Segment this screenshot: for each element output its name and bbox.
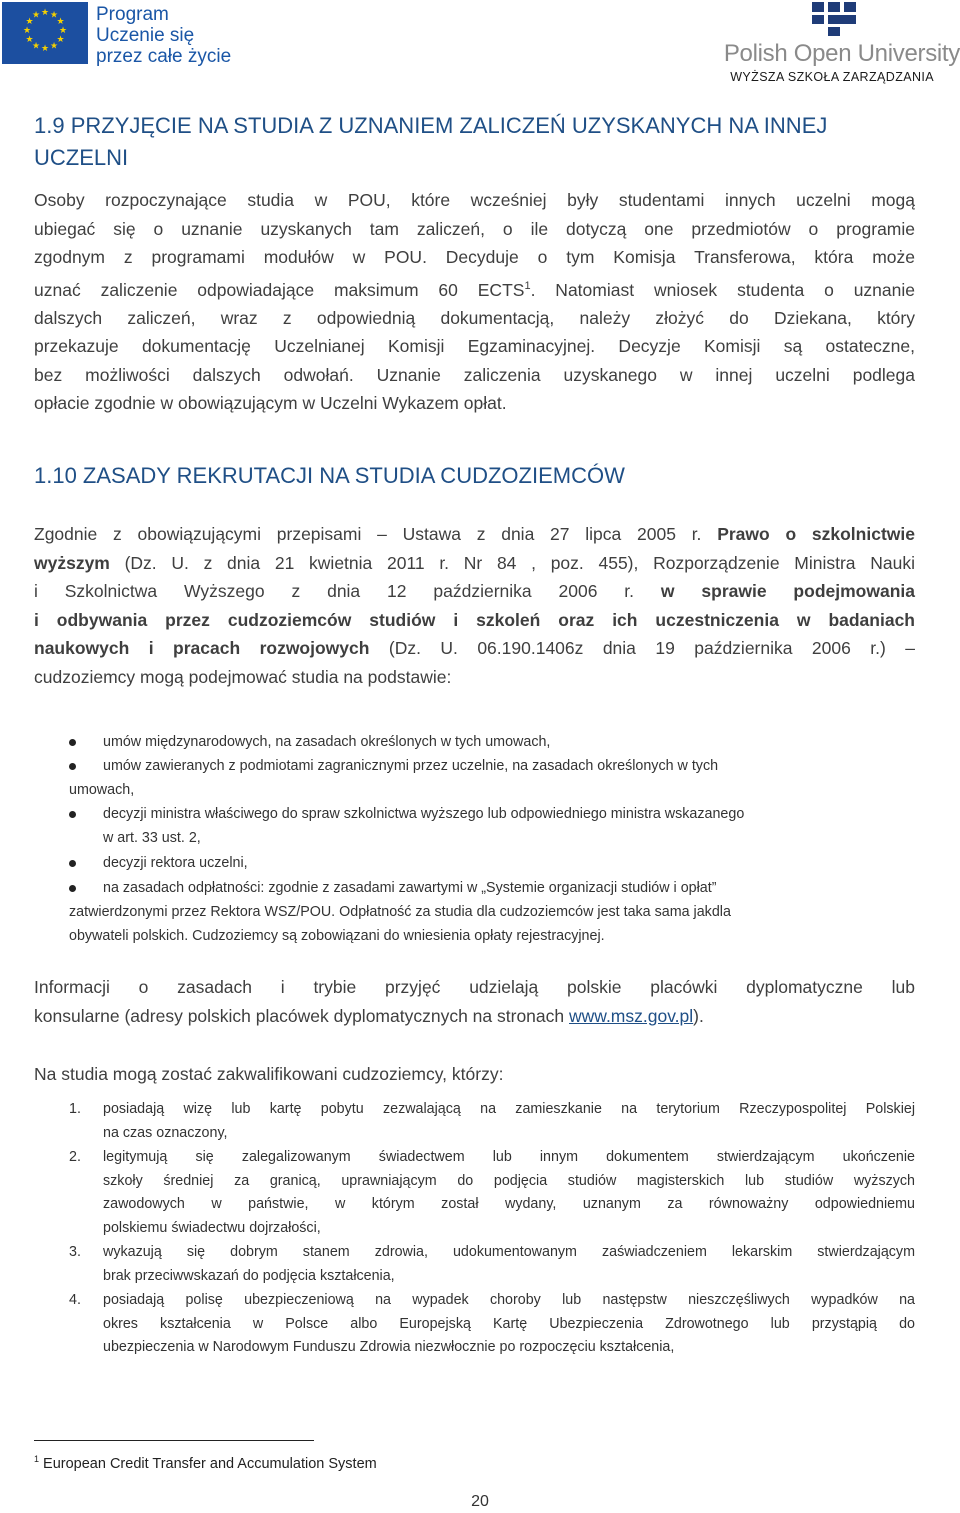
text-line: posiadają polisę ubezpieczeniową na wypadek choroby lub następstw nieszczęśliwych wypadków na: [103, 1292, 915, 1308]
university-subtitle: WYŻSZA SZKOŁA ZARZĄDZANIA: [730, 70, 934, 84]
numbered-item: [103, 1098, 915, 1145]
text-line: [34, 520, 915, 549]
bullet-icon: [69, 763, 76, 770]
regulation-text: i Szkolnictwa Wyższego z dnia 12 października 2006 r.: [34, 581, 635, 601]
text-line: okres kształcenia w Polsce albo Europejską Kartę Ubezpieczenia Zdrowotnego lub przystąpią do: [103, 1315, 915, 1332]
regulation-title: i odbywania przez cudzoziemców studiów i szkoleń oraz ich uczestniczenia w badaniach: [34, 609, 915, 630]
text-line: bez możliwości dalszych odwołań. Uznanie zaliczenia uzyskanego w innej uczelni podlega: [34, 364, 915, 385]
text-line: przekazuje dokumentację Uczelnianej Komisji Egzaminacyjnej. Decyzje Komisji są ostateczne,: [34, 336, 915, 357]
svg-text:★: ★: [40, 44, 50, 54]
bullet-item: decyzji ministra właściwego do spraw szkolnictwa wyższego lub odpowiedniego ministra wskazanego: [103, 806, 745, 822]
svg-text:★: ★: [40, 8, 50, 18]
text-line: [34, 1002, 915, 1031]
text-line: wykazują się dobrym stanem zdrowia, udokumentowanym zaświadczeniem lekarskim stwierdzającym: [103, 1244, 915, 1260]
regulation-title: naukowych i pracach rozwojowych: [34, 638, 370, 658]
page-number: 20: [471, 1493, 489, 1510]
bullet-icon: [69, 885, 76, 892]
svg-text:★: ★: [25, 35, 34, 45]
svg-text:★: ★: [49, 41, 59, 52]
numbered-item: [103, 1146, 915, 1240]
bullet-item: umów międzynarodowych, na zasadach określonych w tych umowach,: [103, 734, 551, 750]
section-heading-1-10: 1.10 ZASADY REKRUTACJI NA STUDIA CUDZOZIEMCÓW: [34, 463, 625, 488]
info-text: konsularne (adresy polskich placówek dyplomatycznych na stronach: [34, 1005, 569, 1026]
text-line: zawodowych w państwie, w którym został wydany, uznanym za równoważny odpowiedniemu: [103, 1196, 915, 1212]
list-number: 1.: [69, 1101, 81, 1117]
text-line: ubiegać się o uznanie uzyskanych tam zaliczeń, o ile dotyczą one przedmiotów o programie: [34, 218, 915, 239]
svg-text:★: ★: [25, 17, 34, 27]
footnote: [34, 1449, 377, 1474]
regulation-text: (Dz. U. 06.190.1406z dnia 19 października 2006 r.) –: [388, 638, 915, 658]
text-line: szkoły średniej za granicą, uprawniającym do podjęcia studiów magisterskich lub studiów wyższych: [103, 1172, 915, 1189]
svg-text:★: ★: [31, 10, 41, 21]
bullet-item-continuation: umowach,: [69, 782, 135, 798]
paragraph-regulations: [34, 520, 915, 691]
heading-line-1: 1.9 PRZYJĘCIE NA STUDIA Z UZNANIEM ZALICZEŃ UZYSKANYCH NA INNEJ: [34, 113, 828, 138]
svg-text:★: ★: [56, 35, 65, 45]
text-line: Informacji o zasadach i trybie przyjęć udzielają polskie placówki dyplomatyczne lub: [34, 977, 915, 997]
bullet-icon: [69, 860, 76, 867]
paragraph-transfer: [34, 186, 915, 418]
bullet-item-continuation: w art. 33 ust. 2,: [103, 830, 201, 846]
bullet-icon: [69, 739, 76, 746]
program-line-2: Uczenie się: [96, 25, 195, 46]
law-title: Prawo o szkolnictwie: [717, 524, 915, 544]
program-line-1: Program: [96, 4, 169, 25]
footnote-divider: [34, 1440, 314, 1441]
footnote-mark: 1: [34, 1454, 40, 1464]
text-line-continuation: . Natomiast wniosek studenta o uznanie: [530, 279, 915, 300]
info-text: ).: [693, 1005, 704, 1026]
regulation-text: (Dz. U. z dnia 21 kwietnia 2011 r. Nr 84 , poz. 455), Rozporządzenie Ministra Nauki: [124, 552, 915, 573]
eu-flag-logo: [2, 2, 88, 64]
text-line: Osoby rozpoczynające studia w POU, które wcześniej były studentami innych uczelni mogą: [34, 190, 915, 210]
numbered-item: [103, 1289, 915, 1360]
text-line: zgodnym z programami modułów w POU. Decyduje o tym Komisja Transferowa, która może: [34, 247, 915, 267]
ects-text: uznać zaliczenie odpowiadające maksimum 60 ECTS: [34, 279, 525, 300]
text-line: [34, 577, 915, 606]
text-line: ubezpieczenia w Narodowym Funduszu Zdrowia niezwłocznie po rozpoczęciu kształcenia,: [103, 1339, 675, 1355]
text-line: dalszych zaliczeń, wraz z odpowiednią dokumentacją, należy złożyć do Dziekana, który: [34, 307, 915, 328]
section-heading-1-9: [34, 110, 934, 174]
text-line: [34, 272, 915, 304]
svg-text:★: ★: [56, 17, 65, 27]
svg-text:★: ★: [49, 10, 59, 21]
text-line: na czas oznaczony,: [103, 1124, 228, 1141]
text-line: [34, 549, 915, 578]
program-logo-text: [96, 4, 266, 67]
qualification-intro: Na studia mogą zostać zakwalifikowani cudzoziemcy, którzy:: [34, 1064, 504, 1084]
heading-line-2: UCZELNI: [34, 145, 129, 170]
pou-logo-mark: [810, 2, 858, 36]
list-number: 2.: [69, 1149, 81, 1165]
text-line: [34, 634, 915, 663]
text-line: legitymują się zalegalizowanym świadectwem lub innym dokumentem stwierdzającym ukończenie: [103, 1149, 915, 1165]
program-line-3: przez całe życie: [96, 46, 232, 67]
bullet-item: na zasadach odpłatności: zgodnie z zasadami zawartymi w „Systemie organizacji studiów i opłat”: [103, 880, 717, 896]
university-name: Polish Open University: [723, 40, 960, 67]
regulation-text: Zgodnie z obowiązującymi przepisami – Ustawa z dnia 27 lipca 2005 r.: [34, 524, 702, 544]
bullet-item: umów zawieranych z podmiotami zagranicznymi przez uczelnie, na zasadach określonych w tych: [103, 758, 719, 774]
text-line: polskiemu świadectwu dojrzałości,: [103, 1219, 321, 1236]
paragraph-consular-info: [34, 973, 915, 1030]
bullet-icon: [69, 811, 76, 818]
bullet-item: decyzji rektora uczelni,: [103, 855, 248, 871]
list-number: 3.: [69, 1244, 81, 1260]
footnote-ref: 1: [524, 279, 531, 292]
bullet-item-continuation: obywateli polskich. Cudzoziemcy są zobowiązani do wniesienia opłaty rejestracyjnej.: [69, 928, 605, 944]
regulation-title: w sprawie podejmowania: [660, 581, 915, 601]
list-number: 4.: [69, 1292, 81, 1308]
svg-text:★: ★: [58, 26, 68, 36]
text-line: cudzoziemcy mogą podejmować studia na podstawie:: [34, 666, 452, 687]
footnote-text: European Credit Transfer and Accumulation System: [43, 1455, 377, 1472]
bullet-item-continuation: zatwierdzonymi przez Rektora WSZ/POU. Odpłatność za studia dla cudzoziemców jest taka sama jakdla: [69, 904, 731, 920]
law-title: wyższym: [34, 552, 110, 573]
svg-text:★: ★: [31, 41, 41, 52]
text-line: opłacie zgodnie w obowiązującym w Uczelni Wykazem opłat.: [34, 393, 507, 414]
text-line: brak przeciwwskazań do podjęcia kształcenia,: [103, 1267, 395, 1284]
text-line: posiadają wizę lub kartę pobytu zezwalającą na zamieszkanie na terytorium Rzeczypospolitej Polskiej: [103, 1101, 915, 1117]
numbered-item: [103, 1241, 915, 1288]
msz-website-link[interactable]: www.msz.gov.pl: [569, 1005, 694, 1026]
svg-text:★: ★: [22, 26, 32, 36]
